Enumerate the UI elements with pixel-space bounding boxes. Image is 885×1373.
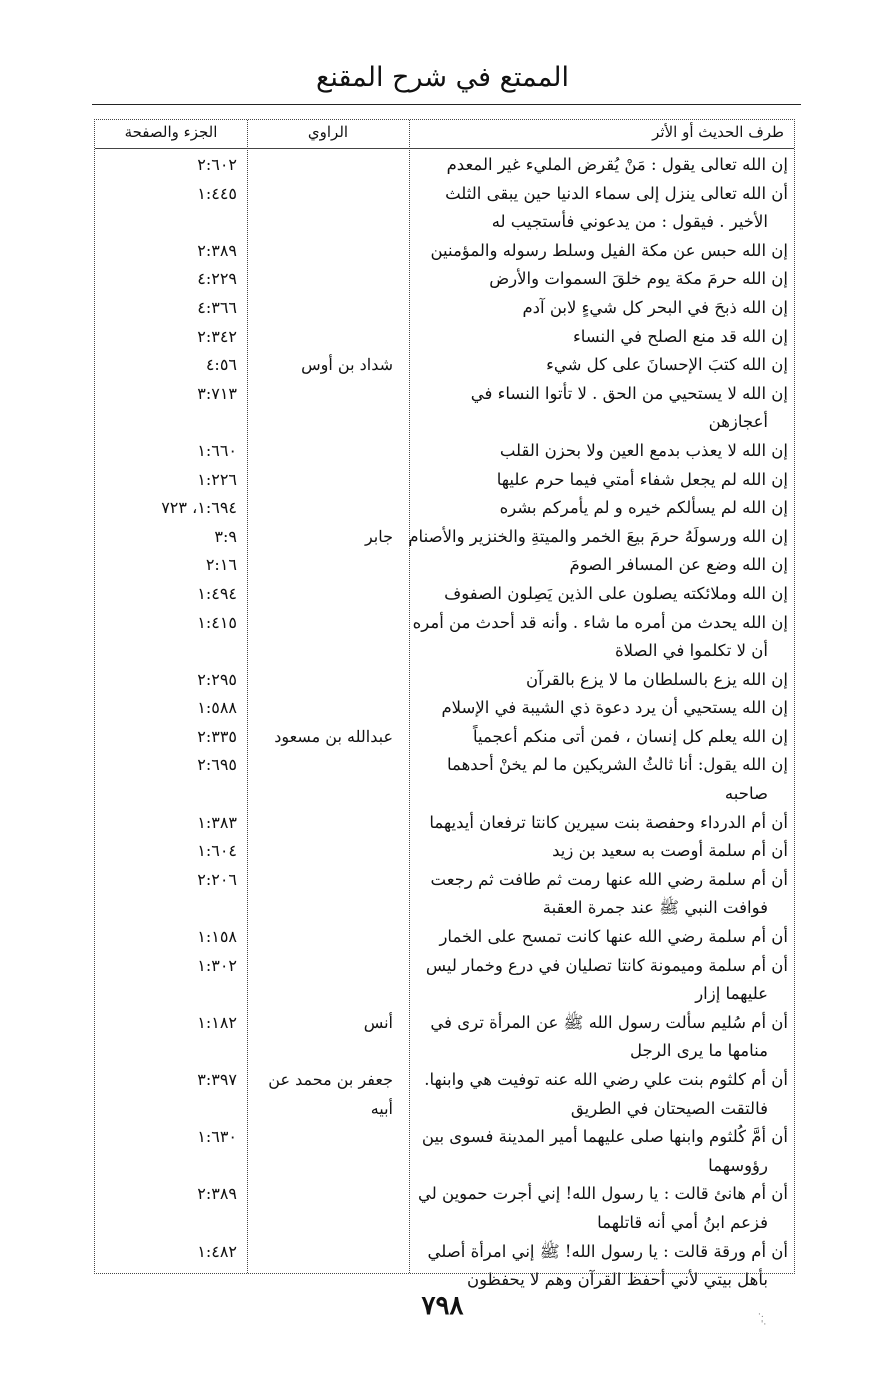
hadith-text [414,323,788,352]
table-row [95,523,794,552]
hadith-text-line: إن الله لا يعذب بدمع العين ولا بحزن القلب [499,440,788,460]
hadith-text-line: إن الله تعالى يقول : مَنْ يُقرض المليء غير المعدم [446,155,788,174]
hadith-index-table [94,119,795,1290]
hadith-text [414,1180,788,1237]
hadith-text-line: إن الله يحدث من أمره ما شاء . وأنه قد أحدث من أمره [412,612,788,632]
column-header-text: طرف الحديث أو الأثر [652,123,784,141]
hadith-text-line: أن أم سُليم سألت رسول الله ﷺ عن المرأة ترى في [430,1012,788,1032]
hadith-text-line: إن الله وملائكته يصلون على الذين يَصِلون الصفوف [444,583,788,603]
hadith-text [414,723,788,752]
table-row [95,1238,794,1295]
table-row [95,1123,794,1180]
column-header-reference: الجزء والصفحة [124,123,218,141]
hadith-text-line: أن أم هانئ قالت : يا رسول الله! إني أجرت حموين لي [418,1184,788,1204]
reference-cell: ٣:٣٩٧ [197,1070,237,1089]
reference-cell: ٢:٣٣٥ [197,726,237,746]
page-number: ٧٩٨ [421,1291,464,1321]
reference-cell: ٢:٣٨٩ [197,1184,237,1204]
hadith-text [414,151,788,180]
table-row [95,265,794,294]
hadith-text-line: إن الله وضع عن المسافر الصومَ [569,555,788,575]
hadith-text [414,294,788,323]
hadith-text [414,494,788,523]
hadith-text-line: إن الله يزع بالسلطان ما لا يزع بالقرآن [525,669,788,689]
table-row [95,866,794,923]
table-row [95,666,794,695]
hadith-text-line: أن أم الدرداء وحفصة بنت سيرين كانتا ترفعان أيديهما [429,812,788,832]
hadith-text-line: إن الله لم يجعل شفاء أمتي فيما حرم عليها [496,469,788,489]
hadith-text-line: أن أم سلمة رضي الله عنها رمت ثم طافت ثم رجعت [430,869,788,889]
hadith-text [414,751,788,808]
hadith-text [414,580,788,609]
reference-cell: ١:٣٨٣ [197,812,237,832]
hadith-text-line: إن الله حرمَ مكة يوم خلقَ السموات والأرض [489,269,788,289]
table-row [95,580,794,609]
hadith-text-line: بأهل بيتي لأني أحفظ القرآن وهم لا يحفظون [467,1270,768,1290]
table-row [95,952,794,1009]
hadith-text-line: أن أم سلمة أوصت به سعيد بن زيد [552,841,788,861]
table-row [95,180,794,237]
reference-cell: ١:٣٠٢ [197,955,237,975]
hadith-text-line: إن الله قد منع الصلح في النساء [572,326,788,346]
hadith-text-line: إن الله كتبَ الإحسانَ على كل شيء [546,355,788,375]
table-row [95,351,794,380]
hadith-text-line: إن الله لا يستحيي من الحق . لا تأتوا النساء في [470,383,788,403]
table-row [95,237,794,266]
reference-cell: ٢:٦٩٥ [197,755,237,775]
hadith-text [414,180,788,237]
hadith-text-line: فالتقت الصيحتان في الطريق [570,1098,768,1118]
table-row [95,551,794,580]
hadith-text [414,380,788,437]
table-row [95,837,794,866]
hadith-text [414,609,788,666]
hadith-text-line: أن أم ورقة قالت : يا رسول الله! ﷺ إني امرأة أصلي [427,1241,788,1261]
reference-cell: ٤:٢٢٩ [197,269,237,289]
hadith-text [414,1066,788,1123]
table-row [95,609,794,666]
table-row [95,1066,794,1123]
scan-mark: ·. '· [758,1310,767,1330]
reference-cell: ١:٤٨٢ [197,1241,237,1261]
narrator-cell: شداد بن أوس [301,355,393,375]
hadith-text-line: أن أم كلثوم بنت علي رضي الله عنه توفيت هي وابنها. [424,1070,788,1089]
hadith-text-line: أن الله تعالى ينزل إلى سماء الدنيا حين يبقى الثلث [445,183,788,203]
hadith-text-line: أن أم سلمة رضي الله عنها كانت تمسح على الخمار [439,927,788,947]
hadith-text-line: إن الله لم يسألكم خيره و لم يأمركم بشره [499,498,788,518]
table-row [95,494,794,523]
hadith-text-line: أعجازهن [708,412,768,432]
reference-cell: ٣:٩ [214,526,237,546]
reference-cell: ١:١٥٨ [197,927,237,947]
reference-cell: ١:٦٦٠ [197,440,237,460]
table-row [95,294,794,323]
reference-cell: ٢:٢٠٦ [197,869,237,889]
hadith-text [408,523,788,552]
table-row [95,923,794,952]
hadith-text-line: إن الله ذبحَ في البحر كل شيءٍ لابن آدم [522,297,788,317]
table-row [95,1009,794,1066]
reference-cell: ١:٦٩٤، ٧٢٣ [161,498,237,518]
hadith-text [414,551,788,580]
table-row [95,723,794,752]
hadith-text [414,265,788,294]
hadith-text [414,666,788,695]
hadith-text-line: إن الله يعلم كل إنسان ، فمن أتى منكم أعجمياً [473,726,788,746]
hadith-text-line: الأخير . فيقول : من يدعوني فأستجيب له [491,212,768,232]
column-header-narrator: الراوي [307,123,349,141]
reference-cell: ١:٤٤٥ [197,183,237,203]
narrator-cell: جعفر بن محمد عن أبيه [268,1070,393,1118]
hadith-text [414,1238,788,1295]
hadith-text [414,923,788,952]
hadith-text-line: إن الله ورسولَهُ حرمَ بيعَ الخمر والميتةِ والخنزير والأصنام [408,526,788,546]
hadith-text-line: صاحبه [724,784,768,804]
table-row [95,323,794,352]
header-rule [92,104,801,105]
table-row [95,437,794,466]
hadith-text-line: إن الله حبس عن مكة الفيل وسلط رسوله والمؤمنين [430,240,788,260]
hadith-text-line: منامها ما يرى الرجل [630,1041,768,1061]
reference-cell: ١:٤١٥ [197,612,237,632]
hadith-text-line: إن الله يقول: أنا ثالثُ الشريكين ما لم يخنْ أحدهما [447,755,788,775]
hadith-text [414,952,788,1009]
table-body [95,151,794,1295]
hadith-text [414,1009,788,1066]
hadith-text-line: أن لا تكلموا في الصلاة [615,641,768,661]
reference-cell: ٤:٥٦ [205,355,237,375]
page-header-title: الممتع في شرح المقنع [315,62,570,93]
hadith-text [414,351,788,380]
hadith-text [414,809,788,838]
narrator-cell: جابر [364,526,393,546]
hadith-text-line: أن أم سلمة وميمونة كانتا تصليان في درع وخمار ليس [425,955,788,975]
reference-cell: ٢:١٦ [205,555,237,575]
reference-cell: ١:٢٢٦ [197,469,237,489]
reference-cell: ٢:٣٨٩ [197,240,237,260]
hadith-text [414,1123,788,1180]
table-row [95,466,794,495]
hadith-text [414,466,788,495]
reference-cell: ٢:٣٤٢ [197,326,237,346]
hadith-text-line: إن الله يستحيي أن يرد دعوة ذي الشيبة في الإسلام [441,698,788,718]
table-row [95,151,794,180]
narrator-cell: أنس [363,1012,393,1032]
hadith-text-line: فزعم ابنُ أمي أنه قاتلهما [597,1212,768,1232]
reference-cell: ١:٤٩٤ [197,583,237,603]
reference-cell: ٤:٣٦٦ [197,297,237,317]
header-divider [95,148,794,149]
reference-cell: ١:٦٣٠ [197,1127,237,1147]
hadith-text [414,437,788,466]
hadith-text [414,694,788,723]
reference-cell: ٢:٢٩٥ [197,669,237,689]
reference-cell: ١:٥٨٨ [197,698,237,718]
hadith-text [414,237,788,266]
reference-cell: ١:٦٠٤ [197,841,237,861]
reference-cell: ٢:٦٠٢ [197,155,237,174]
reference-cell: ١:١٨٢ [197,1012,237,1032]
hadith-text-line: رؤوسهما [708,1155,768,1175]
reference-cell: ٣:٧١٣ [197,383,237,403]
hadith-text [414,866,788,923]
hadith-text-line: عليهما إزار [695,984,768,1004]
table-row [95,809,794,838]
table-row [95,380,794,437]
table-row [95,694,794,723]
table-row [95,751,794,808]
hadith-text-line: فوافت النبي ﷺ عند جمرة العقبة [542,898,768,918]
table-row [95,1180,794,1237]
narrator-cell: عبدالله بن مسعود [274,726,393,746]
hadith-text [414,837,788,866]
hadith-text-line: أن أمَّ كُلثوم وابنها صلى عليهما أمير المدينة فسوى بين [421,1127,788,1147]
